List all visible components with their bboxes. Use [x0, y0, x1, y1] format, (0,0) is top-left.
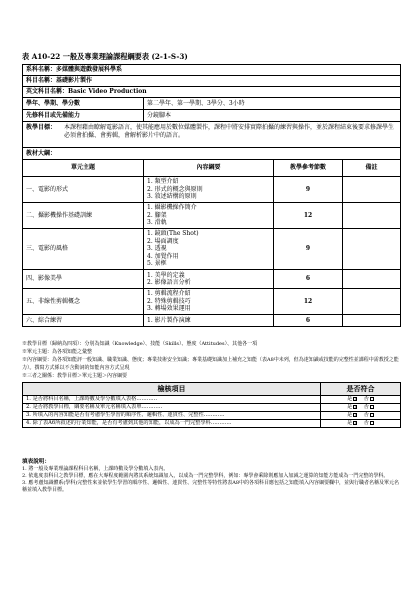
list-item: 1. 鏡頭(The Shot): [147, 230, 199, 238]
list-item: 2. 形式的概念與原則: [147, 185, 203, 193]
table-row: [23, 420, 401, 428]
unit-items: [144, 270, 274, 289]
checklist-item: 4. 除了表A6所敘述的行業知能，是否有考慮到其他的知能，以成為一門完整學科…………: [23, 420, 321, 428]
no-label: 否: [363, 412, 369, 419]
list-item: 1. 剪輯流程介紹: [147, 290, 191, 298]
dept-label: 系科名稱：: [26, 66, 57, 74]
no-checkbox[interactable]: [370, 413, 374, 417]
list-item: 3. 轉場效果運用: [147, 305, 191, 313]
unit-items: [144, 315, 274, 327]
instruction-line: 3. 應考慮知識體系(學科)完整性來並依學生學習的順序性、邏輯性、連貫性、完整性等特性將表A8中的各項科目應包括之知能填入內容綱要欄中，並與行職者名稱及單元名稱並填入教學目標。: [22, 480, 400, 493]
table-row: [23, 412, 401, 420]
yes-label: 是: [346, 396, 353, 403]
list-item: 1. 影片製作演練: [147, 316, 191, 324]
materials-row: [23, 148, 401, 160]
no-label: 否: [363, 404, 369, 411]
unit-items: [144, 229, 274, 270]
unit-name: 一、電影的形式: [23, 177, 144, 203]
unit-remarks: [343, 289, 401, 315]
list-item: 3. 透視: [147, 245, 167, 253]
goal-row: [23, 122, 401, 148]
table-row: [23, 177, 401, 203]
yes-label: 是: [346, 420, 353, 427]
unit-remarks: [343, 177, 401, 203]
materials-label: 教材大綱：: [23, 148, 401, 160]
footnotes: [22, 340, 400, 380]
prereq-row: [23, 110, 401, 122]
unit-items: [144, 203, 274, 229]
list-item: 1. 類型介紹: [147, 178, 179, 186]
course-row: [23, 76, 401, 87]
list-item: 2. 特殊剪輯技巧: [147, 297, 191, 305]
unit-hours: 6: [274, 315, 343, 327]
no-checkbox[interactable]: [370, 405, 374, 409]
unit-hours: 6: [274, 270, 343, 289]
english-row: [23, 87, 401, 98]
document-title: 表 A10-22 一般及專業理論課程綱要表 (2-1-S-3): [22, 52, 188, 61]
unit-hours: 12: [274, 289, 343, 315]
unit-name: 六、綜合練習: [23, 315, 144, 327]
unit-name: 五、非線性剪輯概念: [23, 289, 144, 315]
list-item: 4. 加覺作用: [147, 252, 179, 260]
dept-value: 多媒體與遊戲發展科學系: [56, 66, 123, 74]
no-label: 否: [363, 396, 369, 403]
table-row: [23, 404, 401, 412]
footnote: ※三者之關係：教學目標＞單元主題＞內容綱要: [22, 373, 128, 379]
unit-name: 四、影像美學: [23, 270, 144, 289]
list-item: 3. 滑軌: [147, 219, 167, 227]
footnote: ※內容綱要：為各項知能評一般知識、職業知識、態度；專業技術安全知識；專業基礎知識加上補充之知能（表A8中未列，但為達知識或技能的完整性並課程中需教授之能力）。撰寫方式係以不含動詞的知能內容方式呈現: [22, 357, 399, 371]
schedule-label: 學年、學期、學分數: [23, 98, 144, 110]
unit-hours: 9: [274, 177, 343, 203]
yes-checkbox[interactable]: ✓: [354, 420, 358, 425]
unit-name: 三、電影的風格: [23, 229, 144, 270]
goal-label: 教學目標：: [26, 124, 57, 131]
footnote: ※教學目標（歸納為四項）：分別為知識（Knowledge）、技能（Skills）、態度（Attitudes）、其他各一項: [22, 341, 258, 347]
schedule-value: 第二學年、第一學期、3學分、3小時: [144, 98, 401, 110]
col-hours-header: 教學參考節數: [274, 160, 343, 177]
instructions: [22, 459, 400, 494]
yes-checkbox[interactable]: ✓: [354, 396, 358, 401]
prereq-value: 分鏡腳本: [144, 110, 401, 122]
checklist-header-row: [23, 383, 401, 396]
list-item: 2. 影像語言分析: [147, 279, 191, 286]
unit-hours: 12: [274, 203, 343, 229]
instruction-line: 2. 依進度表科目之教學目標，應在大專程度範圍內將其系統知識加入，以成為一門完整學科，例如：專學會乘除則應加入加減之運算的知能方能成為一門完整的學科。: [22, 473, 389, 479]
course-outline-table: [22, 64, 400, 327]
list-item: 5. 景框: [147, 260, 167, 268]
unit-remarks: [343, 270, 401, 289]
instruction-line: 1. 將一般及專業理論課程科目名稱，上課時數及學分數填入表內。: [22, 466, 169, 472]
unit-remarks: [343, 229, 401, 270]
list-item: 2. 場面調度: [147, 237, 179, 245]
yes-checkbox[interactable]: ✓: [354, 412, 358, 417]
list-item: 2. 腳架: [147, 211, 167, 219]
english-value: Basic Video Production: [68, 88, 147, 96]
english-label: 英文科目名稱：: [26, 88, 69, 96]
list-item: 1. 攝影機操作簡介: [147, 204, 197, 212]
table-row: [23, 203, 401, 229]
checklist-col-items: 檢核項目: [23, 383, 321, 396]
dept-row: [23, 65, 401, 76]
checklist-col-compliance: 是否符合: [321, 383, 401, 396]
unit-remarks: [343, 203, 401, 229]
table-row: [23, 229, 401, 270]
table-row: [23, 396, 401, 404]
unit-remarks: [343, 315, 401, 327]
checklist-item: 2. 是否將教學目標，綱要名稱及單元名稱填入表單…………: [23, 404, 321, 412]
course-value: 基礎影片製作: [56, 77, 93, 85]
table-row: [23, 289, 401, 315]
unit-hours: 9: [274, 229, 343, 270]
goal-text: 本課程藉由瞭解電影語言，使其能應用於數位媒體製作，課程中將安排實際拍攝的練習與操作，並於課程結束後要求修課學生必須會拍攝、會剪輯，會解析影片中的語言。: [64, 124, 395, 139]
course-label: 科目名稱：: [26, 77, 57, 85]
instructions-heading: 填表說明：: [22, 459, 50, 465]
yes-label: 是: [346, 412, 353, 419]
list-item: 1. 美學的定義: [147, 271, 185, 279]
footnote: ※單元主題：為各項知能之彙整: [22, 349, 93, 355]
no-checkbox[interactable]: [370, 421, 374, 425]
no-checkbox[interactable]: [370, 397, 374, 401]
schedule-row: [23, 98, 401, 110]
no-label: 否: [363, 420, 369, 427]
checklist-table: [22, 382, 400, 428]
unit-name: 二、攝影機操作基礎訓練: [23, 203, 144, 229]
unit-items: [144, 289, 274, 315]
checklist-item: 1. 是否將科目名稱，上課時數及學分數填入表格…………: [23, 396, 321, 404]
table-row: [23, 315, 401, 327]
col-content-header: 內容綱要: [144, 160, 274, 177]
table-row: [23, 270, 401, 289]
unit-items: [144, 177, 274, 203]
prereq-label: 先修科目或先備能力: [23, 110, 144, 122]
yes-label: 是: [346, 404, 353, 411]
yes-checkbox[interactable]: ✓: [354, 404, 358, 409]
col-remarks-header: 備註: [343, 160, 401, 177]
list-item: 3. 敘述結構的原則: [147, 193, 197, 201]
table-header-row: [23, 160, 401, 177]
col-unit-header: 單元主題: [23, 160, 144, 177]
checklist-item: 3. 所填入的內容知能是否有考慮學生學習的順序性、邏輯性、連貫性、完整性…………: [23, 412, 321, 420]
